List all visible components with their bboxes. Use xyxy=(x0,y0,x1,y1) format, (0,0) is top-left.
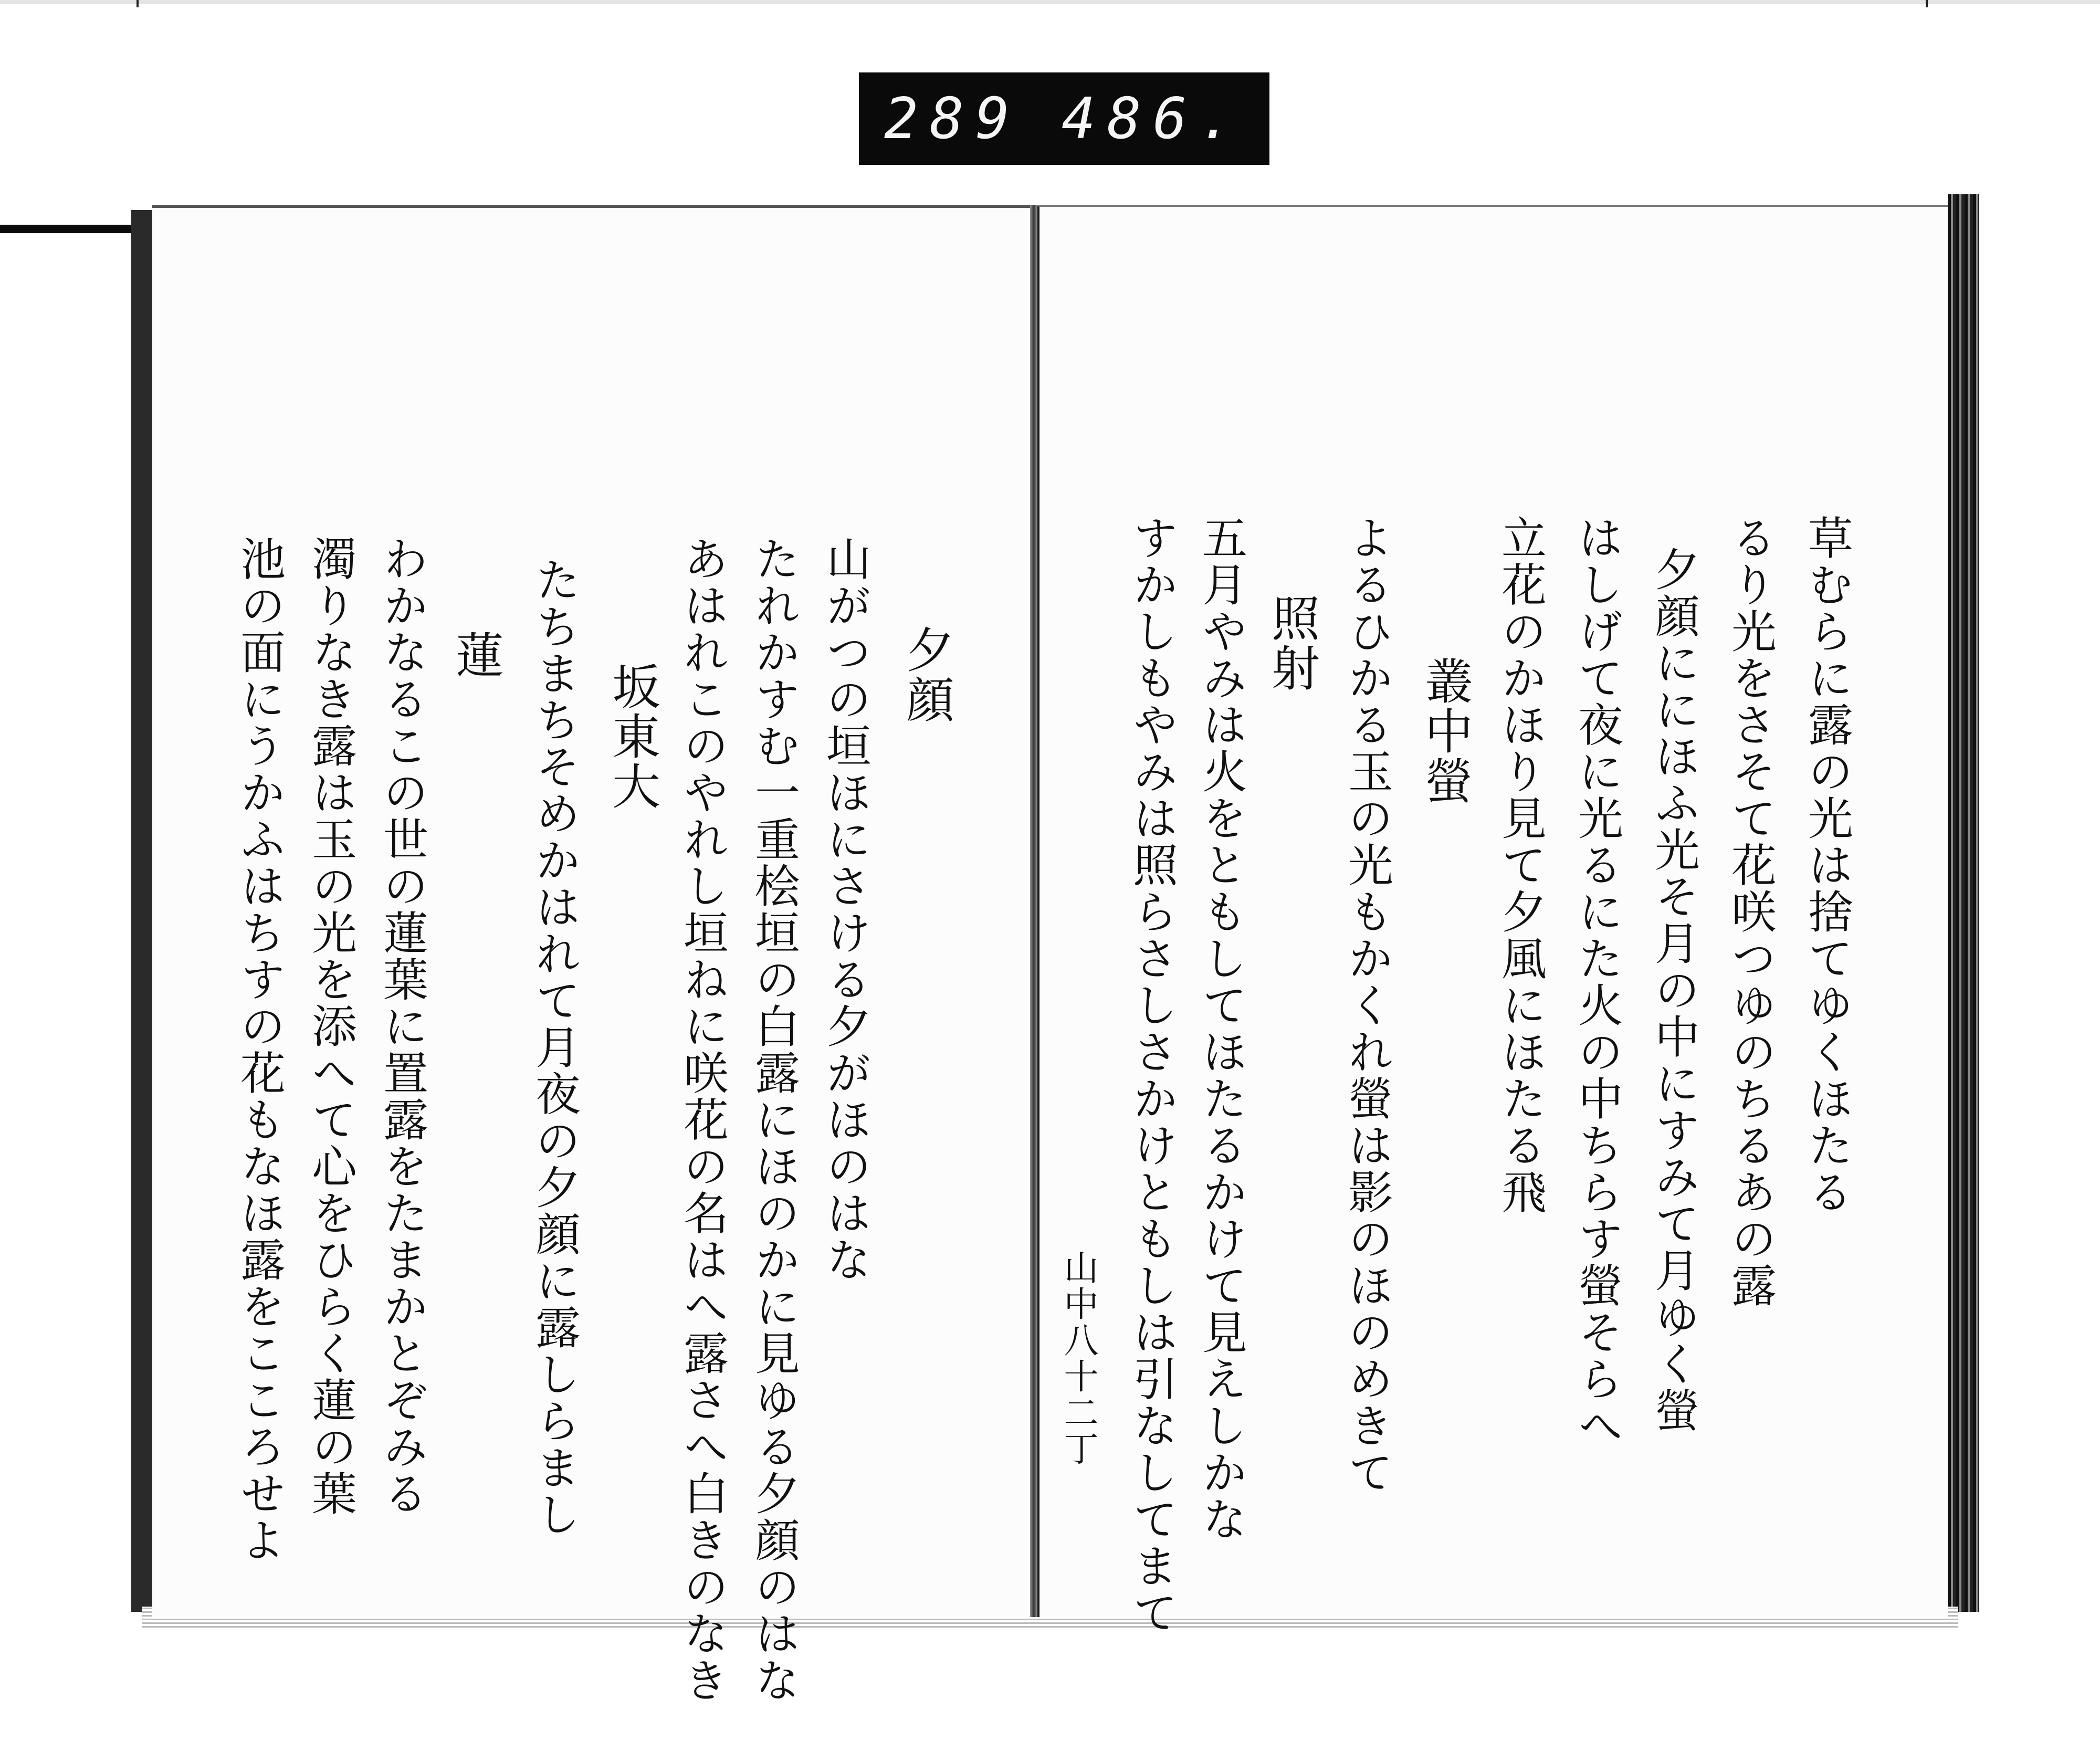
folio-label: 山中八十二丁 xyxy=(1058,1250,1098,1467)
left-page-line: わかなるこの世の蓮葉に置露をたまかとぞみる xyxy=(375,536,428,1517)
book-cover-right xyxy=(1948,194,1979,1612)
section-heading: 叢中螢 xyxy=(1417,656,1473,806)
right-page-line: よるひかる玉の光もかくれ螢は影のほのめきて xyxy=(1340,515,1393,1496)
scan-tick-mark xyxy=(1926,0,1928,7)
section-heading: 蓮 xyxy=(448,630,504,680)
right-page-line: 夕顔ににほふ光そ月の中にすみて月ゆく螢 xyxy=(1647,546,1699,1434)
left-page-line: 池の面にうかふはちすの花もなほ露をこころせよ xyxy=(233,536,285,1564)
scan-left-bar xyxy=(0,225,131,233)
right-page-line: 立花のかほり見て夕風にほたる飛 xyxy=(1494,515,1546,1215)
right-page-line: すかしもやみは照らさしさかけともしは引なしてまて xyxy=(1125,515,1178,1636)
right-page-line: はしげて夜に光るにた火の中ちらす螢そらへ xyxy=(1570,515,1623,1449)
right-page-line: るり光をさそて花咲つゆのちるあの露 xyxy=(1724,515,1776,1309)
section-heading: 照射 xyxy=(1264,593,1320,693)
left-page-line: たれかすむ一重桧垣の白露にほのかに見ゆる夕顔のはな xyxy=(747,536,800,1704)
left-page-line: 濁りなき露は玉の光を添へて心をひらく蓮の葉 xyxy=(304,536,356,1517)
frame-counter-left: 289 xyxy=(884,86,1022,152)
section-heading: 坂東大 xyxy=(604,662,660,811)
book-cover-left xyxy=(131,210,152,1612)
left-page-line: たちまちそめかはれて月夜の夕顔に露しらまし xyxy=(528,557,580,1538)
frame-counter-right: 486. xyxy=(1061,86,1244,152)
section-heading: 夕顔 xyxy=(898,625,954,725)
scan-top-edge xyxy=(0,0,2100,4)
right-page-line: 五月やみは火をともしてほたるかけて見えしかな xyxy=(1194,515,1247,1543)
left-page-line: あはれこのやれし垣ねに咲花の名はへ露さへ白きのなき xyxy=(676,536,728,1704)
right-page-line: 草むらに露の光は捨てゆくほたる xyxy=(1800,515,1853,1215)
book-gutter xyxy=(1030,205,1037,1617)
left-page-line: 山がつの垣ほにさける夕がほのはな xyxy=(818,536,871,1283)
frame-counter xyxy=(859,72,1269,165)
scan-tick-mark xyxy=(136,0,139,7)
